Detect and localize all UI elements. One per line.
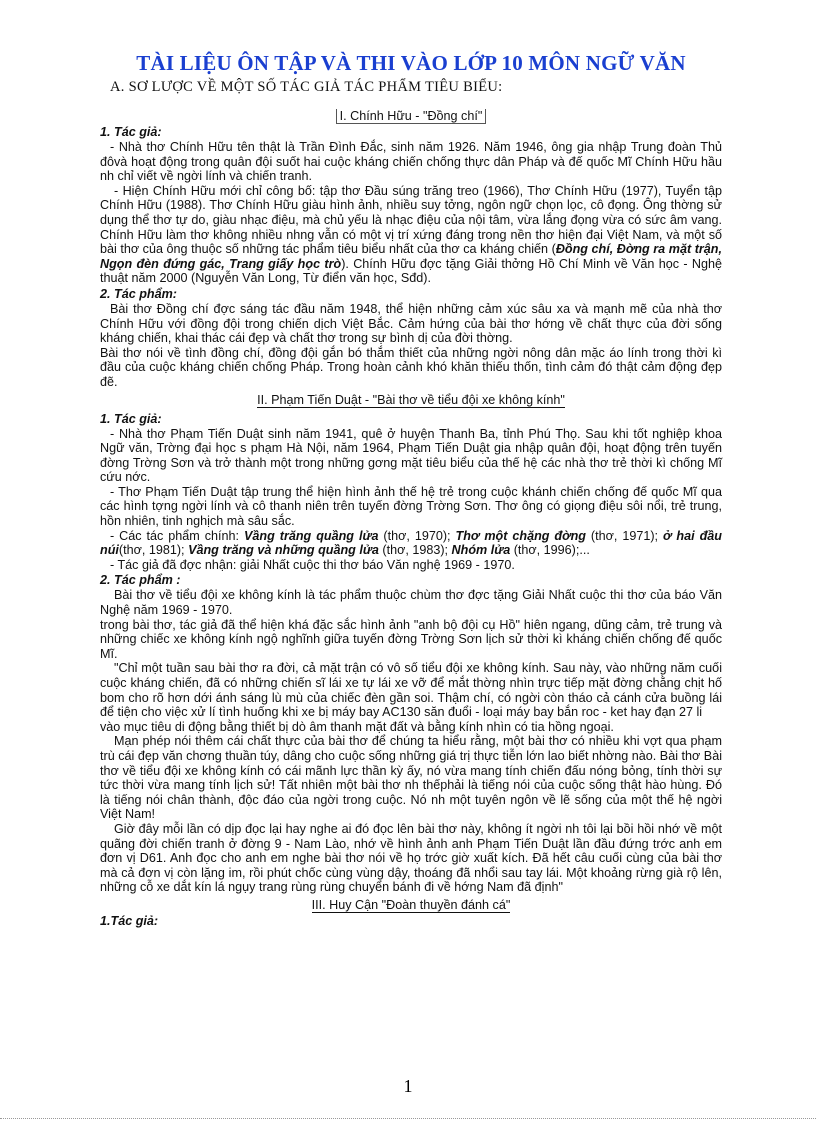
section-heading-pham-tien-duat: II. Phạm Tiến Duật - "Bài thơ về tiểu đội xe không kính" [257,392,565,407]
subheading-work: 2. Tác phẩm : [100,573,181,588]
page-break-line [0,1118,816,1120]
paragraph: - Các tác phẩm chính: Vầng trăng quầng lửa (thơ, 1970); Thơ một chặng đờng (thơ, 1971); ở hai đầu núi(thơ, 1981); Vầng trăng và những quầng lửa (thơ, 1983); Nhóm lửa (thơ, 1996);... [100,528,722,558]
paragraph: vào mục tiêu di động bằng thiết bị dò âm thanh mặt đất và bằng kính nhìn có tia hồng ngoại. [100,719,614,734]
paragraph: - Nhà thơ Phạm Tiến Duật sinh năm 1941, quê ở huyện Thanh Ba, tỉnh Phú Thọ. Sau khi tốt nghiệp khoa Ngữ văn, Trờng đại học s phạm Hà Nội, năm 1964, Phạm Tiến Duật gia nhập quân đội, hoạt động trên tuyến đờng Trờng Sơn và trở thành một trong những gơng mặt tiêu biểu của thế hệ các nhà thơ trẻ thời kì chống Mĩ cứu nớc. [100,426,722,485]
page-number: 1 [403,1076,413,1096]
paragraph: Bài thơ nói về tình đồng chí, đồng đội gắn bó thắm thiết của những ngời nông dân mặc áo lính trong thời kì đầu của cuộc kháng chiến chống Pháp. Trong hoàn cảnh khó khăn thiếu thốn, tình cảm đó thật cảm động đẹp đẽ. [100,345,722,389]
subheading-author: 1. Tác giả: [100,411,162,426]
document-page [100,50,722,929]
paragraph: - Hiện Chính Hữu mới chỉ công bố: tập thơ Đầu súng trăng treo (1966), Thơ Chính Hữu (1977), Tuyển tập Chính Hữu (1988). Thơ Chính Hữu giàu hình ảnh, nhiều suy tởng, ngôn ngữ chọn lọc, cô đọng. Ông thờng sử dụng thể thơ tự do, giàu nhạc điệu, mà chủ yếu là nhạc điệu của nội tâm, vừa lắng đọng vừa có sức âm vang. Chính Hữu làm thơ không nhiều nhng vẫn có một vị trí xứng đáng trong nền thơ hiện đại Việt Nam, và một số bài thơ của ông thuộc số những tác phẩm tiêu biểu nhất của thơ ca kháng chiến (Đồng chí, Đờng ra mặt trận, Ngọn đèn đứng gác, Trang giấy học trò). Chính Hữu đợc tặng Giải thởng Hồ Chí Minh về Văn học - Nghệ thuật năm 2000 (Nguyễn Văn Long, Từ điển văn học, Sđd). [100,183,722,286]
paragraph: trong bài thơ, tác giả đã thể hiện khá đặc sắc hình ảnh "anh bộ đội cụ Hồ" hiên ngang, dũng cảm, trẻ trung và những chiếc xe không kính ngộ nghĩnh giữa tuyến đờng Trờng Sơn lịch sử thời kì kháng chiến chống đế quốc Mĩ. [100,617,722,661]
subheading-author: 1.Tác giả: [100,913,159,928]
paragraph: - Tác giả đã đợc nhận: giải Nhất cuộc thi thơ báo Văn nghệ 1969 - 1970. [110,557,515,572]
section-a-heading: A. SƠ LƯỢC VỀ MỘT SỐ TÁC GIẢ TÁC PHẨM TIÊU BIỂU: [110,79,503,95]
section-heading-chinh-huu: I. Chính Hữu - "Đồng chí" [100,108,722,124]
paragraph: "Chỉ một tuần sau bài thơ ra đời, cả mặt trận có vô số tiểu đội xe không kính. Sau này, vào những năm cuối cuộc kháng chiến, đã có những chiến sĩ lái xe tự lái xe vỡ để mắt thờng nhìn trực tiếp mặt đờng chằng chịt hố bom cho rõ hơn dới ánh sáng lù mù của chiếc đèn gần soi. Thậm chí, có ngời còn tháo cả cánh cửa buồng lái để tiện cho việc xử lí tình huống khi xe bị máy bay AC130 săn đuổi - loại máy bay bắn roc - ket hay đạn 27 li [100,661,722,720]
paragraph: - Nhà thơ Chính Hữu tên thật là Trần Đình Đắc, sinh năm 1926. Năm 1946, ông gia nhập Trung đoàn Thủ đôvà hoạt động trong quân đội suốt hai cuộc kháng chiến chống thực dân Pháp và đế quốc Mĩ Chính Hữu hầu nh chỉ viết về ngời lính và chiến tranh. [100,140,722,184]
works-list: Đồng chí, Đờng ra mặt trận, Ngọn đèn đứng gác, Trang giấy học trò [100,242,722,271]
paragraph: Bài thơ Đồng chí đợc sáng tác đầu năm 1948, thể hiện những cảm xúc sâu xa và mạnh mẽ của nhà thơ Chính Hữu với đồng đội trong chiến dịch Việt Bắc. Cảm hứng của bài thơ hớng về chất thực của đời sống kháng chiến, khai thác cái đẹp và chất thơ trong sự bình dị của đời thờng. [100,301,722,346]
paragraph: - Thơ Phạm Tiến Duật tập trung thể hiện hình ảnh thế hệ trẻ trong cuộc khánh chiến chống đế quốc Mĩ qua các hình tợng ngời lính và cô thanh niên trên tuyến đờng Trờng Sơn. Thơ ông có giọng điệu sôi nổi, trẻ trung, hồn nhiên, tinh nghịch mà sâu sắc. [100,484,722,529]
document-title: TÀI LIỆU ÔN TẬP VÀ THI VÀO LỚP 10 MÔN NGỮ VĂN [136,51,686,75]
subheading-author: 1. Tác giả: [100,125,162,139]
section-heading-huy-can: III. Huy Cận "Đoàn thuyền đánh cá" [311,897,511,912]
paragraph: Giờ đây mỗi lần có dịp đọc lại hay nghe ai đó đọc lên bài thơ này, không ít ngời nh tôi lại bồi hồi nhớ về một quãng đời chiến tranh ở đờng 9 - Nam Lào, nhớ về hình ảnh anh Phạm Tiến Duật lần đầu đứng trớc anh em đơn vị D61. Anh đọc cho anh em nghe bài thơ nói về họ trớc giờ xuất kích. Đã hết câu cuối cùng của bài thơ mà cả đơn vị còn lặng im, rồi phút chốc cùng vùng dậy, thoáng đã nhổi sau tay lái. Một khoảng rừng già rộ lên, những cỗ xe dắt kín lá ngụy trang rùng rùng chuyển bánh đi về hớng Nam đã định" [100,821,722,895]
subheading-work: 2. Tác phẩm: [100,286,177,301]
paragraph: Mạn phép nói thêm cái chất thực của bài thơ để chúng ta hiểu rằng, một bài thơ có nhiều khi vợt qua phạm trù cái đẹp văn chơng thuần túy, dâng cho cuộc sống những giá trị thực tiễn lớn lao biết nhờng nào. Bài thơ Bài thơ về tiểu đội xe không kính có cái mãnh lực thần kỳ ấy, nó vừa mang tính chiến đấu nóng bỏng, tính thời sự tức thời vừa mang tính lịch sử! Tất nhiên một bài thơ nh thếphải là tiếng nói của cuộc sống thật hào hùng. Đó là tiếng nói chân thành, độc đáo của ngời trong cuộc. Nó nh một tuyên ngôn về lẽ sống của một thế hệ ngời Việt Nam! [100,734,722,822]
paragraph: Bài thơ về tiểu đội xe không kính là tác phẩm thuộc chùm thơ đợc tặng Giải Nhất cuộc thi thơ của báo Văn Nghệ năm 1969 - 1970. [100,588,722,618]
